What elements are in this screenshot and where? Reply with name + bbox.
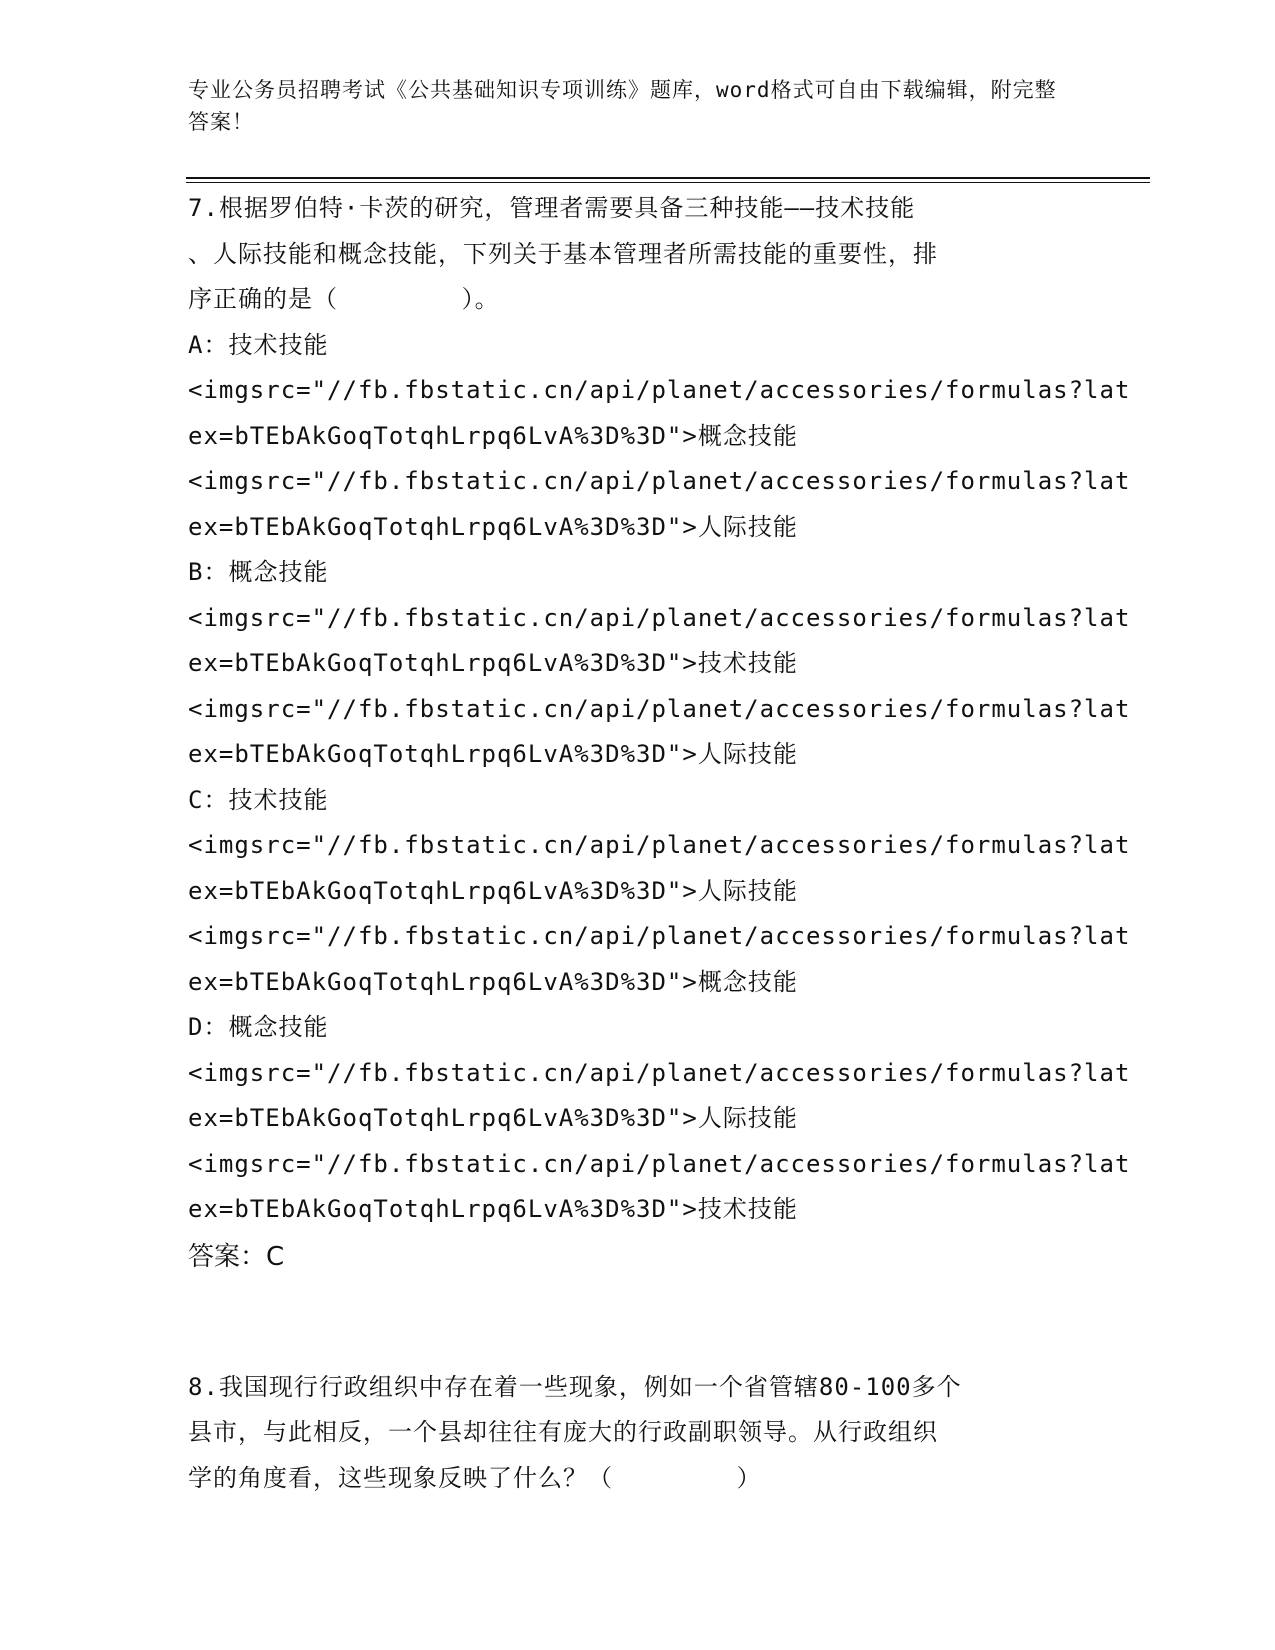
question-7-stem-line: 7.根据罗伯特·卡茨的研究，管理者需要具备三种技能——技术技能 [188, 194, 916, 222]
option-c-line: <imgsrc="//fb.fbstatic.cn/api/planet/accessories/formulas?lat [188, 922, 1131, 950]
question-spacer [188, 1279, 1088, 1365]
option-a-line: <imgsrc="//fb.fbstatic.cn/api/planet/accessories/formulas?lat [188, 467, 1131, 495]
document-header: 专业公务员招聘考试《公共基础知识专项训练》题库，word格式可自由下载编辑，附完整答案！ [188, 78, 1057, 134]
option-d-label: D：概念技能 [188, 1013, 329, 1041]
option-c-line: ex=bTEbAkGoqTotqhLrpq6LvA%3D%3D">人际技能 [188, 876, 798, 905]
option-a-line: ex=bTEbAkGoqTotqhLrpq6LvA%3D%3D">人际技能 [188, 512, 798, 541]
option-d-line: ex=bTEbAkGoqTotqhLrpq6LvA%3D%3D">技术技能 [188, 1195, 798, 1223]
option-b-line: ex=bTEbAkGoqTotqhLrpq6LvA%3D%3D">技术技能 [188, 649, 798, 677]
option-b-line: <imgsrc="//fb.fbstatic.cn/api/planet/accessories/formulas?lat [188, 694, 1131, 723]
option-d-line: <imgsrc="//fb.fbstatic.cn/api/planet/accessories/formulas?lat [188, 1058, 1131, 1087]
option-b-label: B：概念技能 [188, 558, 329, 586]
option-c-label: C：技术技能 [188, 785, 329, 814]
option-c-line: ex=bTEbAkGoqTotqhLrpq6LvA%3D%3D">概念技能 [188, 967, 798, 996]
option-a-line: <imgsrc="//fb.fbstatic.cn/api/planet/accessories/formulas?lat [188, 376, 1131, 404]
question-7-answer: 答案：C [188, 1241, 285, 1272]
option-b-line: <imgsrc="//fb.fbstatic.cn/api/planet/accessories/formulas?lat [188, 603, 1131, 632]
question-8 [188, 1365, 1088, 1502]
option-a-label: A：技术技能 [188, 330, 329, 359]
question-8-stem-line: 学的角度看，这些现象反映了什么？（ ） [188, 1463, 762, 1492]
question-7-stem-line: 序正确的是（ ）。 [188, 285, 500, 313]
option-d [188, 1005, 1131, 1233]
option-b-line: ex=bTEbAkGoqTotqhLrpq6LvA%3D%3D">人际技能 [188, 740, 798, 768]
question-7-stem-line: 、人际技能和概念技能，下列关于基本管理者所需技能的重要性，排 [188, 239, 938, 268]
option-c-line: <imgsrc="//fb.fbstatic.cn/api/planet/accessories/formulas?lat [188, 831, 1131, 859]
option-b [188, 550, 1131, 778]
header-divider-thick [186, 177, 1150, 179]
option-c [188, 778, 1131, 1006]
header-divider-thin [186, 182, 1150, 183]
option-d-line: ex=bTEbAkGoqTotqhLrpq6LvA%3D%3D">人际技能 [188, 1104, 798, 1132]
option-a-line: ex=bTEbAkGoqTotqhLrpq6LvA%3D%3D">概念技能 [188, 421, 798, 450]
question-8-stem-line: 8.我国现行行政组织中存在着一些现象，例如一个省管辖80-100多个 [188, 1372, 962, 1401]
option-d-line: <imgsrc="//fb.fbstatic.cn/api/planet/accessories/formulas?lat [188, 1149, 1131, 1178]
option-a [188, 323, 1131, 551]
question-7 [188, 186, 1131, 1279]
question-8-stem-line: 县市，与此相反，一个县却往往有庞大的行政副职领导。从行政组织 [188, 1418, 938, 1446]
document-body [188, 186, 1131, 1501]
